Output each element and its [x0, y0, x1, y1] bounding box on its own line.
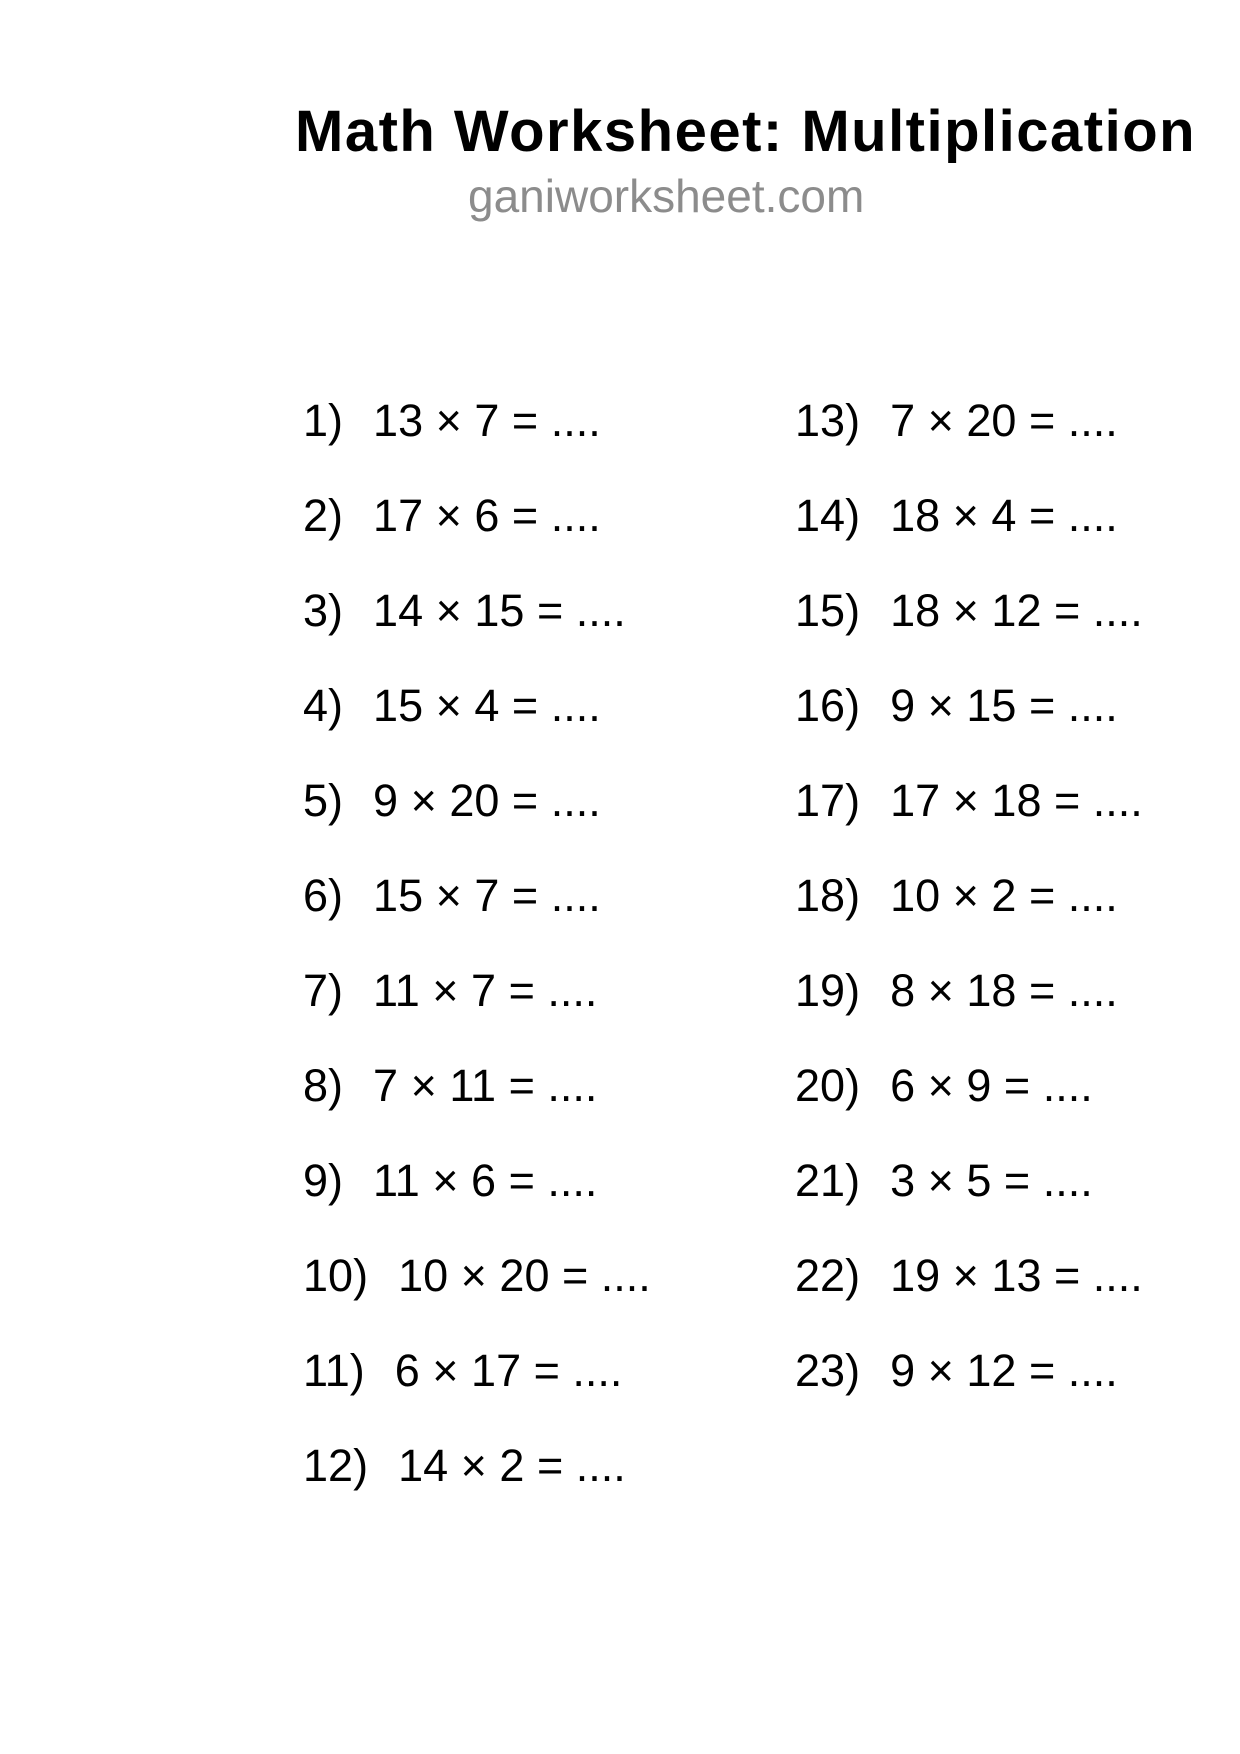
problem-expression: 7 × 20 = .... — [890, 395, 1118, 446]
problem-number: 8) — [303, 1060, 344, 1111]
problem-expression: 3 × 5 = .... — [890, 1155, 1093, 1206]
problem-number: 20) — [795, 1060, 861, 1111]
problem-expression: 9 × 15 = .... — [890, 680, 1118, 731]
problem-number: 3) — [303, 585, 344, 636]
problem-number: 9) — [303, 1155, 344, 1206]
problem-number: 1) — [303, 395, 344, 446]
problem-expression: 14 × 2 = .... — [398, 1440, 626, 1491]
problem-number: 12) — [303, 1440, 369, 1491]
problem-expression: 11 × 7 = .... — [373, 965, 598, 1016]
problems-right-column — [695, 353, 1143, 1398]
problem-number: 13) — [795, 395, 861, 446]
problem-number: 16) — [795, 680, 861, 731]
problem-expression: 11 × 6 = .... — [373, 1155, 598, 1206]
problem-number: 10) — [303, 1250, 369, 1301]
problem-number: 21) — [795, 1155, 861, 1206]
problems-left-column — [203, 353, 651, 1493]
problem-number: 17) — [795, 775, 861, 826]
problem-expression: 19 × 13 = .... — [890, 1250, 1143, 1301]
problem-expression: 15 × 7 = .... — [373, 870, 601, 921]
problem-expression: 7 × 11 = .... — [373, 1060, 598, 1111]
problem-expression: 6 × 17 = .... — [394, 1345, 623, 1396]
problem-expression: 9 × 12 = .... — [890, 1345, 1118, 1396]
problem-number: 23) — [795, 1345, 861, 1396]
problem-row — [695, 353, 1143, 446]
problem-number: 15) — [795, 585, 861, 636]
problem-number: 7) — [303, 965, 344, 1016]
problem-expression: 10 × 2 = .... — [890, 870, 1118, 921]
problem-number: 18) — [795, 870, 861, 921]
problem-expression: 15 × 4 = .... — [373, 680, 601, 731]
page-title: Math Worksheet: Multiplication — [295, 99, 1197, 164]
problem-expression: 14 × 15 = .... — [373, 585, 626, 636]
problem-expression: 9 × 20 = .... — [373, 775, 601, 826]
problem-number: 22) — [795, 1250, 861, 1301]
problem-expression: 8 × 18 = .... — [890, 965, 1118, 1016]
problem-number: 11) — [303, 1345, 365, 1396]
problem-number: 6) — [303, 870, 344, 921]
problem-expression: 17 × 6 = .... — [373, 490, 601, 541]
problem-expression: 18 × 12 = .... — [890, 585, 1143, 636]
site-name: ganiworksheet.com — [468, 170, 865, 222]
problem-number: 2) — [303, 490, 344, 541]
problem-number: 19) — [795, 965, 861, 1016]
problem-number: 14) — [795, 490, 861, 541]
problem-expression: 13 × 7 = .... — [373, 395, 601, 446]
problem-expression: 6 × 9 = .... — [890, 1060, 1093, 1111]
problem-expression: 17 × 18 = .... — [890, 775, 1143, 826]
problem-number: 5) — [303, 775, 344, 826]
problem-row — [203, 353, 651, 446]
problem-number: 4) — [303, 680, 344, 731]
problem-expression: 18 × 4 = .... — [890, 490, 1118, 541]
problem-expression: 10 × 20 = .... — [398, 1250, 651, 1301]
